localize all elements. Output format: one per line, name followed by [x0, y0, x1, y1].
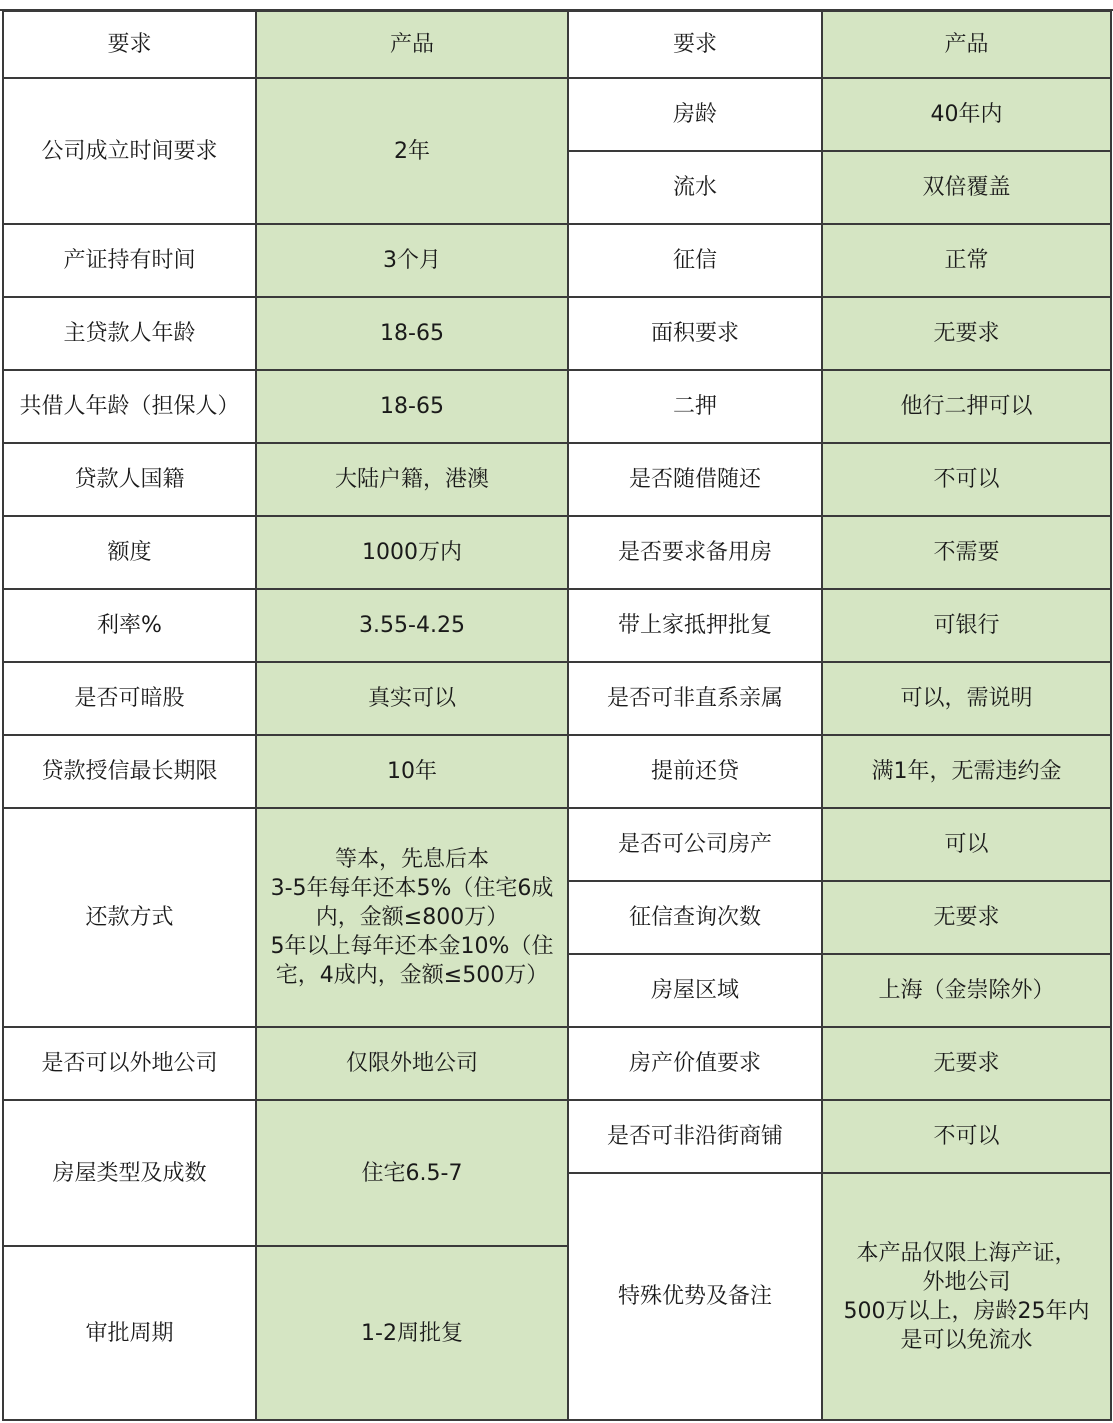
area-label: 面积要求 — [568, 297, 822, 370]
header-requirement-2: 要求 — [568, 11, 822, 78]
table-row — [3, 735, 1111, 808]
nonlocal-company-label: 是否可以外地公司 — [3, 1027, 256, 1100]
company-age-value: 2年 — [256, 78, 568, 224]
header-product-2: 产品 — [822, 11, 1111, 78]
table-row — [3, 808, 1111, 881]
credit-query-label: 征信查询次数 — [568, 881, 822, 954]
main-borrower-age-value: 18-65 — [256, 297, 568, 370]
non-street-label: 是否可非沿街商铺 — [568, 1100, 822, 1173]
area-value: 无要求 — [822, 297, 1111, 370]
house-type-label: 房屋类型及成数 — [3, 1100, 256, 1246]
table-row — [3, 589, 1111, 662]
prev-approval-value: 可银行 — [822, 589, 1111, 662]
non-direct-label: 是否可非直系亲属 — [568, 662, 822, 735]
table-row — [3, 1100, 1111, 1173]
borrow-repay-label: 是否随借随还 — [568, 443, 822, 516]
quota-label: 额度 — [3, 516, 256, 589]
cert-hold-label: 产证持有时间 — [3, 224, 256, 297]
approval-label: 审批周期 — [3, 1246, 256, 1420]
table-row — [3, 1027, 1111, 1100]
repayment-value: 等本，先息后本 3-5年每年还本5%（住宅6成内，金额≤800万） 5年以上每年还本金10%（住宅，4成内，金额≤500万） — [256, 808, 568, 1027]
hidden-share-label: 是否可暗股 — [3, 662, 256, 735]
non-direct-value: 可以，需说明 — [822, 662, 1111, 735]
nonlocal-company-value: 仅限外地公司 — [256, 1027, 568, 1100]
value-req-label: 房产价值要求 — [568, 1027, 822, 1100]
credit-value: 正常 — [822, 224, 1111, 297]
value-req-value: 无要求 — [822, 1027, 1111, 1100]
flow-label: 流水 — [568, 151, 822, 224]
company-property-label: 是否可公司房产 — [568, 808, 822, 881]
cert-hold-value: 3个月 — [256, 224, 568, 297]
special-label: 特殊优势及备注 — [568, 1173, 822, 1420]
region-label: 房屋区域 — [568, 954, 822, 1027]
house-type-value: 住宅6.5-7 — [256, 1100, 568, 1246]
prepay-label: 提前还贷 — [568, 735, 822, 808]
table-row — [3, 662, 1111, 735]
house-age-label: 房龄 — [568, 78, 822, 151]
prev-approval-label: 带上家抵押批复 — [568, 589, 822, 662]
rate-label: 利率% — [3, 589, 256, 662]
nationality-label: 贷款人国籍 — [3, 443, 256, 516]
backup-house-value: 不需要 — [822, 516, 1111, 589]
company-property-value: 可以 — [822, 808, 1111, 881]
special-value: 本产品仅限上海产证， 外地公司 500万以上，房龄25年内 是可以免流水 — [822, 1173, 1111, 1420]
borrow-repay-value: 不可以 — [822, 443, 1111, 516]
table-row — [3, 78, 1111, 151]
approval-value: 1-2周批复 — [256, 1246, 568, 1420]
region-value: 上海（金崇除外） — [822, 954, 1111, 1027]
table-row — [3, 516, 1111, 589]
max-term-value: 10年 — [256, 735, 568, 808]
table-row — [3, 370, 1111, 443]
flow-value: 双倍覆盖 — [822, 151, 1111, 224]
table-row — [3, 443, 1111, 516]
header-product-1: 产品 — [256, 11, 568, 78]
non-street-value: 不可以 — [822, 1100, 1111, 1173]
company-age-label: 公司成立时间要求 — [3, 78, 256, 224]
rate-value: 3.55-4.25 — [256, 589, 568, 662]
house-age-value: 40年内 — [822, 78, 1111, 151]
loan-product-table — [2, 10, 1112, 1421]
second-mortgage-value: 他行二押可以 — [822, 370, 1111, 443]
table-row — [3, 224, 1111, 297]
repayment-label: 还款方式 — [3, 808, 256, 1027]
quota-value: 1000万内 — [256, 516, 568, 589]
table-row — [3, 297, 1111, 370]
prepay-value: 满1年，无需违约金 — [822, 735, 1111, 808]
main-borrower-age-label: 主贷款人年龄 — [3, 297, 256, 370]
co-borrower-age-label: 共借人年龄（担保人） — [3, 370, 256, 443]
credit-label: 征信 — [568, 224, 822, 297]
co-borrower-age-value: 18-65 — [256, 370, 568, 443]
backup-house-label: 是否要求备用房 — [568, 516, 822, 589]
nationality-value: 大陆户籍，港澳 — [256, 443, 568, 516]
header-requirement-1: 要求 — [3, 11, 256, 78]
table-header-row — [3, 11, 1111, 78]
hidden-share-value: 真实可以 — [256, 662, 568, 735]
second-mortgage-label: 二押 — [568, 370, 822, 443]
credit-query-value: 无要求 — [822, 881, 1111, 954]
max-term-label: 贷款授信最长期限 — [3, 735, 256, 808]
